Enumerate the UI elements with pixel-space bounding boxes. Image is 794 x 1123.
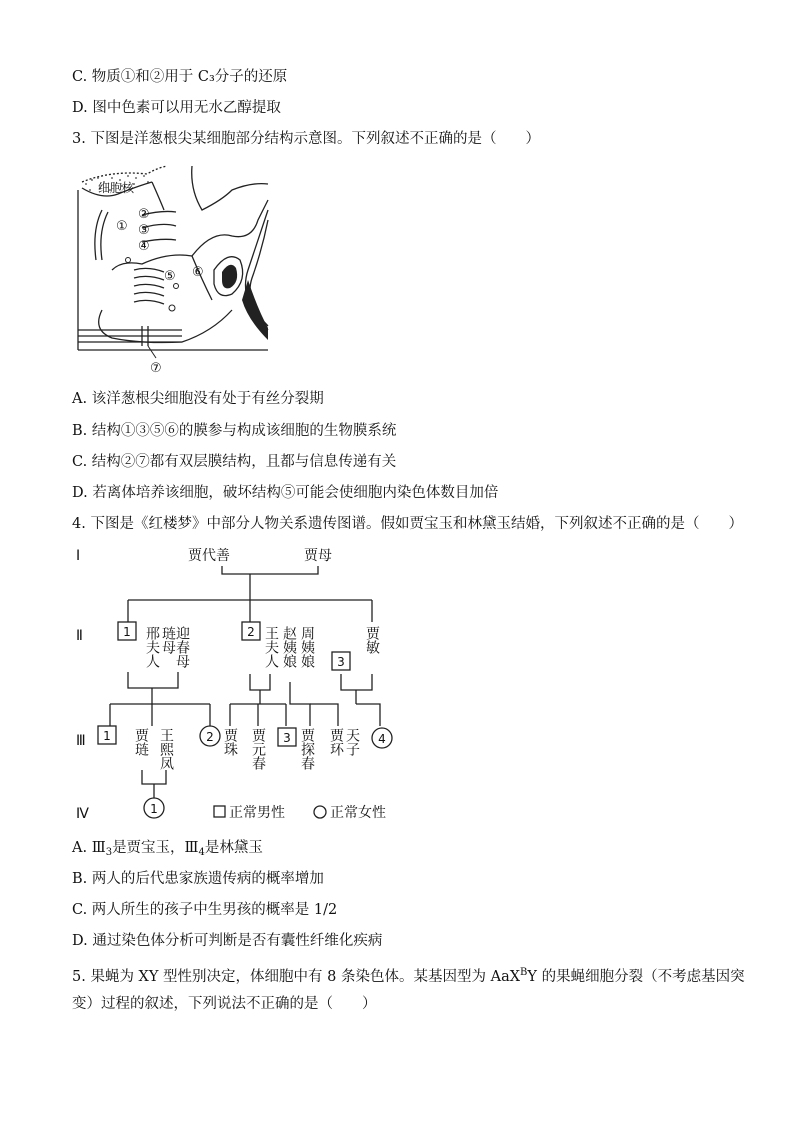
q2-option-d: D. 图中色素可以用无水乙醇提取 xyxy=(72,100,281,116)
gen3-male-3-number: 3 xyxy=(283,731,291,745)
q2-option-c: C. 物质①和②用于 C₃分子的还原 xyxy=(72,69,288,85)
q5-stem-line1: 5. 果蝇为 XY 型性别决定，体细胞中有 8 条染色体。某基因型为 AaX$^B$Y 的果蝇细胞分裂（不考虑基因突 xyxy=(72,967,745,985)
q4-option-a: A. $Ⅲ_3$是贾宝玉，$Ⅲ_4$是林黛玉 xyxy=(72,840,263,858)
generation-4: Ⅳ xyxy=(76,806,89,822)
q3-option-c: C. 结构②⑦都有双层膜结构，且都与信息传递有关 xyxy=(72,454,397,470)
wang-furen: 王夫人 xyxy=(263,626,279,668)
q4-option-c: C. 两人所生的孩子中生男孩的概率是 1/2 xyxy=(72,902,338,918)
jia-zhu: 贾珠 xyxy=(222,728,238,756)
gen2-male-2-number: 2 xyxy=(247,625,255,639)
gen2-male-3-number: 3 xyxy=(337,655,345,669)
lian-mu: 琏母 xyxy=(160,626,176,654)
jia-lian: 贾琏 xyxy=(133,728,149,756)
jia-mu: 贾母 xyxy=(304,548,332,564)
yingchun-mu: 迎春母 xyxy=(174,626,190,668)
jia-yuanchun: 贾元春 xyxy=(250,728,266,770)
zhou-yiniang: 周姨娘 xyxy=(299,626,315,668)
gen3-male-1-number: 1 xyxy=(103,729,111,743)
marker-5: ⑤ xyxy=(164,269,176,284)
nucleus-label: 细胞核 xyxy=(98,181,135,195)
q3-stem: 3. 下图是洋葱根尖某细胞部分结构示意图。下列叙述不正确的是（ ） xyxy=(72,131,540,147)
q4-option-d: D. 通过染色体分析可判断是否有囊性纤维化疾病 xyxy=(72,933,383,949)
marker-4: ④ xyxy=(138,239,150,254)
gen4-female-1-number: 1 xyxy=(150,802,158,816)
generation-2: Ⅱ xyxy=(76,628,83,644)
legend-male-label: 正常男性 xyxy=(229,805,285,821)
marker-3: ③ xyxy=(138,223,150,238)
marker-6: ⑥ xyxy=(192,265,204,280)
generation-1: Ⅰ xyxy=(76,548,81,564)
q4-stem: 4. 下图是《红楼梦》中部分人物关系遗传图谱。假如贾宝玉和林黛玉结婚，下列叙述不正确的是（ ） xyxy=(72,516,743,532)
marker-7: ⑦ xyxy=(150,361,162,376)
q5-stem-line2: 变）过程的叙述，下列说法不正确的是（ ） xyxy=(72,996,377,1012)
xing-furen: 邢夫人 xyxy=(144,626,160,668)
generation-3: Ⅲ xyxy=(76,733,86,749)
marker-1: ① xyxy=(116,219,128,234)
gen3-female-4-number: 4 xyxy=(378,732,386,746)
wang-xifeng: 王熙凤 xyxy=(158,728,174,770)
jia-huan: 贾环 xyxy=(328,728,344,756)
q3-option-a: A. 该洋葱根尖细胞没有处于有丝分裂期 xyxy=(72,391,324,407)
jia-daishan: 贾代善 xyxy=(188,548,230,564)
cell-structure-figure xyxy=(72,160,272,378)
q4-option-b: B. 两人的后代患家族遗传病的概率增加 xyxy=(72,871,324,887)
gen3-female-2-number: 2 xyxy=(206,730,214,744)
zhao-yiniang: 赵姨娘 xyxy=(281,626,297,668)
tianzi: 天子 xyxy=(344,728,360,756)
gen2-male-1-number: 1 xyxy=(123,625,131,639)
q3-option-b: B. 结构①③⑤⑥的膜参与构成该细胞的生物膜系统 xyxy=(72,423,397,439)
jia-tanchun: 贾探春 xyxy=(299,728,315,770)
pedigree-chart xyxy=(70,540,410,830)
legend-female-label: 正常女性 xyxy=(330,805,386,821)
marker-2: ② xyxy=(138,207,150,222)
q3-option-d: D. 若离体培养该细胞，破坏结构⑤可能会使细胞内染色体数目加倍 xyxy=(72,485,499,501)
jia-min: 贾敏 xyxy=(364,626,380,654)
